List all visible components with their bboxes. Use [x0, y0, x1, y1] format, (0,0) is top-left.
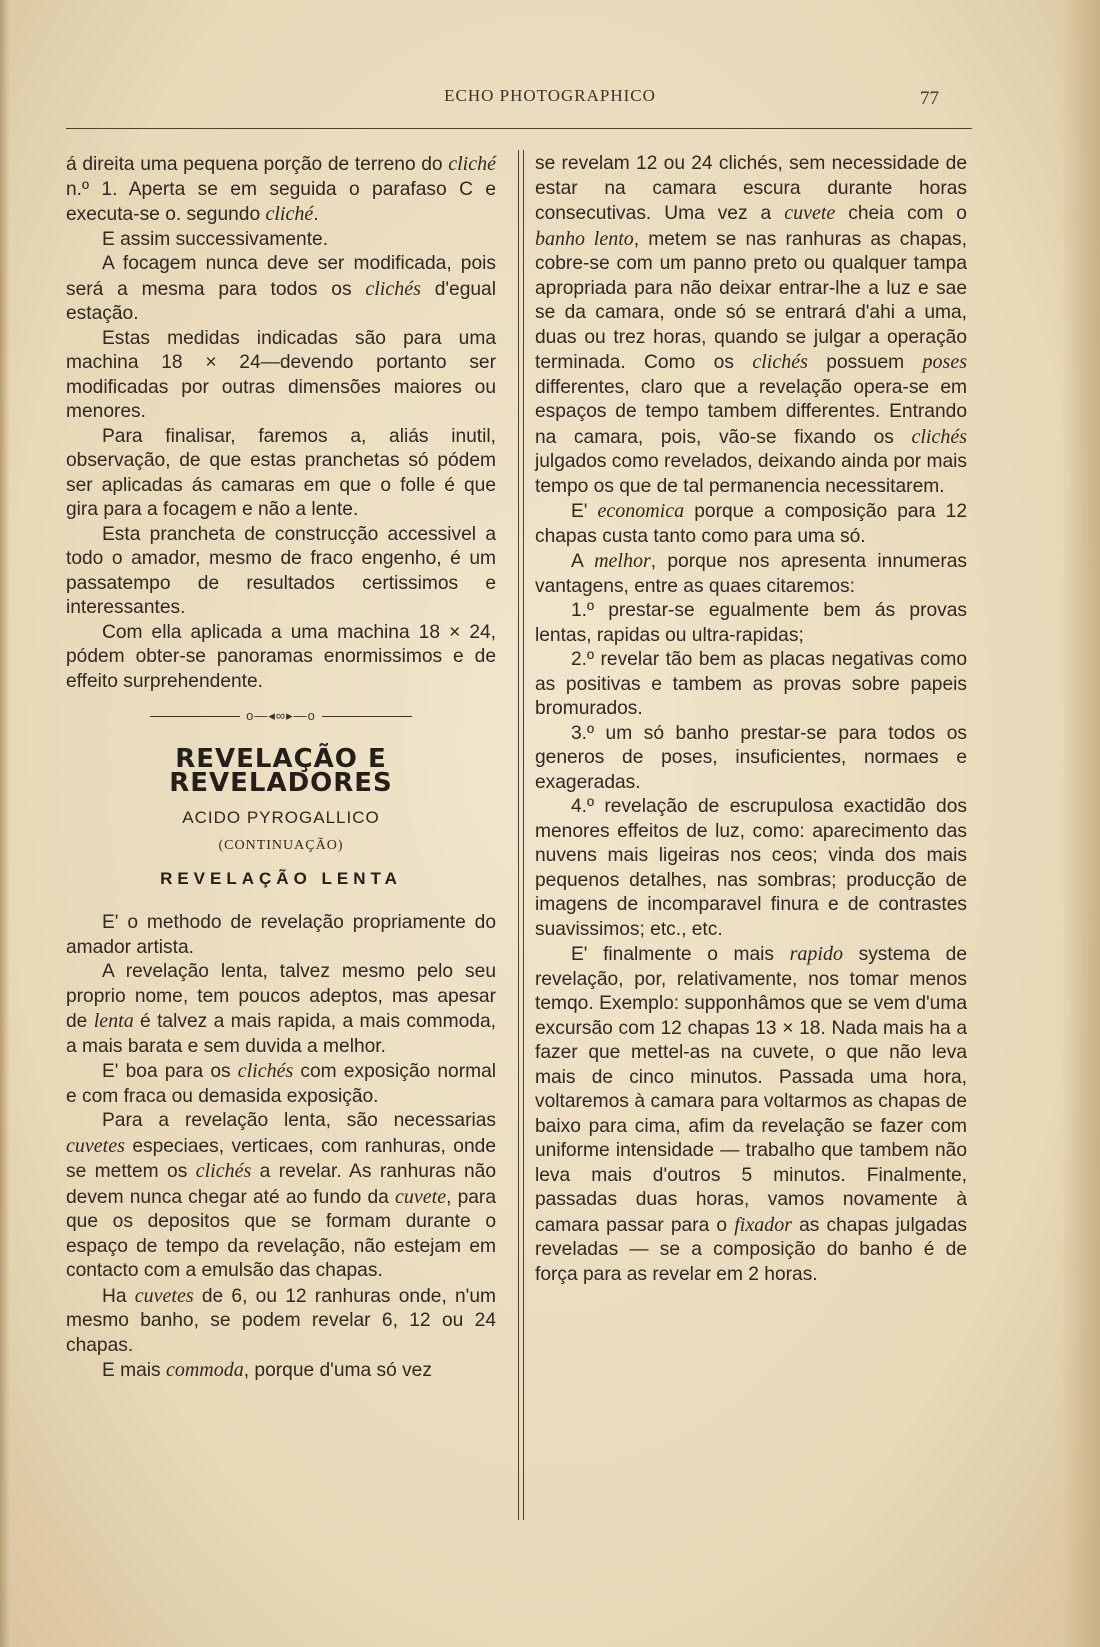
paragraph	[66, 228, 496, 253]
list-item	[535, 648, 967, 722]
italic-text: clichés	[237, 1060, 294, 1082]
ornament-rule-right	[322, 716, 412, 717]
list-item	[535, 722, 967, 796]
ornament-rule-left	[150, 716, 240, 717]
italic-text: commoda	[165, 1359, 244, 1381]
italic-text: rapido	[789, 943, 843, 965]
text-run: Para finalisar, faremos a, aliás inutil, observação, de que estas pranchetas só pódem ser aplicadas ás camaras em que o folle é que gira para a focagem e não a lente.	[66, 425, 496, 520]
italic-text: poses	[922, 351, 967, 373]
text-run: porque a composição para 12 chapas custa tanto como para uma só.	[535, 501, 968, 547]
text-run: E mais	[102, 1360, 166, 1381]
left-column	[66, 152, 496, 1384]
paragraph	[66, 425, 496, 523]
text-run: n.º 1. Aperta se em seguida o parafaso C e executa-se o. segundo	[66, 178, 496, 225]
text-run: , para que os depositos que se formam durante o espaço de tempo da revelação, não estejam em contacto com a emulsão das chapas.	[66, 1186, 496, 1281]
paragraph	[66, 911, 496, 960]
text-run: 1.º prestar-se egualmente bem ás provas lentas, rapidas ou ultra-rapidas;	[535, 600, 967, 646]
text-run: especiaes, verticaes, com ranhuras, onde se mettem os	[66, 1135, 496, 1182]
text-run: de 6, ou 12 ranhuras onde, n'um mesmo banho, se podem revelar 6, 12 ou 24 chapas.	[66, 1285, 496, 1356]
right-column	[535, 152, 967, 1287]
italic-text: cuvete	[395, 1185, 447, 1208]
text-run: E' finalmente o mais	[571, 944, 790, 965]
running-head: ECHO PHOTOGRAPHICO	[444, 86, 656, 105]
section-title: REVELAÇÃO E REVELADORES	[169, 743, 393, 798]
paragraph	[66, 1059, 496, 1109]
text-run: é talvez a mais rapida, a mais commoda, a mais barata e sem duvida a melhor.	[66, 1011, 496, 1057]
italic-text: cliché	[448, 153, 496, 175]
paragraph	[66, 621, 496, 695]
section-subtitle: ACIDO PYROGALLICO	[182, 807, 380, 827]
text-run: , metem se nas ranhuras as chapas, cobre-se com um panno preto ou qualquer tampa apropriada para não deixar entrar-lhe a luz e sae se da camara, onde só se entrará d'ahi a uma, duas ou trez horas, quando se julgar a operação terminada. Como os	[535, 228, 967, 373]
paragraph	[535, 499, 967, 549]
ornament-glyph: o—◂∞▸—o	[246, 708, 316, 723]
italic-text: cuvete	[784, 202, 836, 224]
text-run: Para a revelação lenta, são necessarias	[102, 1110, 496, 1131]
paragraph	[535, 549, 967, 599]
italic-text: lenta	[93, 1010, 134, 1032]
italic-text: melhor	[594, 550, 651, 572]
text-run: julgados como revelados, deixando ainda por mais tempo os que de tal permanencia necessitarem.	[535, 451, 967, 497]
text-run: 2.º revelar tão bem as placas negativas como as positivas e tambem as provas sobre papeis bromurados.	[535, 649, 967, 719]
italic-text: clichés	[195, 1160, 252, 1182]
text-run: possuem	[807, 352, 923, 373]
page-edge-shadow-left	[0, 0, 10, 1647]
italic-text: fixador	[734, 1213, 792, 1236]
page-number: 77	[920, 88, 939, 109]
paragraph	[66, 152, 496, 228]
text-run: 4.º revelação de escrupulosa exactidão dos menores effeitos de luz, como: aparecimento das nuvens mais ligeiras nos ceos; vinda dos mais pequenos detalhes, nas sombras; producção de imagens de incomparavel finura e de contrastes suavissimos; etc., etc.	[535, 796, 967, 940]
text-run: cheia com o	[835, 203, 967, 224]
italic-text: clichés	[365, 277, 421, 300]
italic-text: cuvetes	[66, 1134, 125, 1157]
text-run: d'egual estação.	[66, 278, 496, 324]
text-run: se revelam 12 ou 24 clichés, sem necessidade de estar na camara escura durante horas consecutivas. Uma vez a	[535, 153, 967, 224]
text-run: a revelar. As ranhuras não devem nunca chegar até ao fundo da	[66, 1161, 496, 1208]
paragraph	[535, 942, 967, 1287]
italic-text: cliché	[265, 203, 314, 225]
text-run: Com ella aplicada a uma machina 18 × 24, pódem obter-se panoramas enormissimos e de effeito surprehendente.	[66, 621, 496, 692]
page-edge-shadow-right	[1060, 0, 1100, 1647]
paragraph	[66, 1109, 496, 1284]
subheading: REVELAÇÃO LENTA	[160, 868, 402, 888]
text-run: Estas medidas indicadas são para uma machina 18 × 24—devendo portanto ser modificadas por outras dimensões maiores ou menores.	[66, 327, 496, 422]
text-run: E'	[571, 501, 598, 522]
paragraph	[66, 1284, 496, 1359]
italic-text: clichés	[752, 351, 808, 373]
text-run: á direita uma pequena porção de terreno do	[66, 154, 449, 175]
text-run: A revelação lenta, talvez mesmo pelo seu proprio nome, tem poucos adeptos, mas apesar de	[66, 961, 496, 1032]
paragraph	[66, 327, 496, 425]
header-rule	[66, 128, 972, 129]
text-run: systema de revelação, por, relativamente, nos tomar menos temqo. Exemplo: supponhâmos que se vem d'uma excursão com 12 chapas 13 × 18. Nada mais ha a fazer que mettel-as na cuvete, o que não leva mais de cinco minutos. Passada uma hora, voltaremos à camara para voltarmos as chapas de baixo para cima, afim da revelação se fazer com uniforme intensidade — trabalho que tambem não leva mais d'outros 5 minutos. Finalmente, passadas duas horas, vamos novamente à camara passar para o	[535, 944, 967, 1236]
text-run: A	[571, 551, 595, 572]
italic-text: banho lento	[535, 227, 634, 250]
text-run: com exposição normal e com fraca ou demasida exposição.	[66, 1061, 497, 1107]
text-run: differentes, claro que a revelação opera-se em espaços de tempo tambem differentes. Entrando na camara, pois, vão-se fixando os	[535, 376, 967, 448]
list-item	[535, 599, 967, 648]
italic-text: cuvetes	[134, 1284, 194, 1307]
paragraph	[66, 1358, 496, 1384]
list-item	[535, 795, 967, 942]
text-run: , porque d'uma só vez	[243, 1360, 432, 1381]
text-run: .	[313, 204, 319, 225]
text-run: E' boa para os	[102, 1061, 238, 1082]
continuation-note: (CONTINUAÇÃO)	[218, 838, 344, 853]
text-run: E' o methodo de revelação propriamente do amador artista.	[66, 912, 496, 958]
paragraph	[66, 523, 496, 621]
column-divider	[518, 150, 524, 1520]
text-run: 3.º um só banho prestar-se para todos os generos de poses, insuficientes, normaes e exageradas.	[535, 722, 967, 793]
paragraph	[66, 960, 496, 1059]
paragraph	[535, 152, 967, 499]
italic-text: clichés	[911, 425, 967, 448]
text-run: A focagem nunca deve ser modificada, pois será a mesma para todos os	[66, 253, 496, 300]
text-run: , porque nos apresenta innumeras vantagens, entre as quaes citaremos:	[535, 551, 968, 597]
paragraph	[66, 252, 496, 327]
text-run: E assim successivamente.	[102, 228, 329, 250]
text-run: Ha	[102, 1285, 135, 1307]
text-run: as chapas julgadas reveladas — se a composição do banho é de força para as revelar em 2 horas.	[535, 1214, 968, 1285]
text-run: Esta prancheta de construcção accessivel a todo o amador, mesmo de fraco engenho, é um passatempo de resultados certissimos e interessantes.	[66, 523, 496, 618]
section-ornament	[66, 704, 496, 729]
italic-text: economica	[597, 500, 685, 522]
